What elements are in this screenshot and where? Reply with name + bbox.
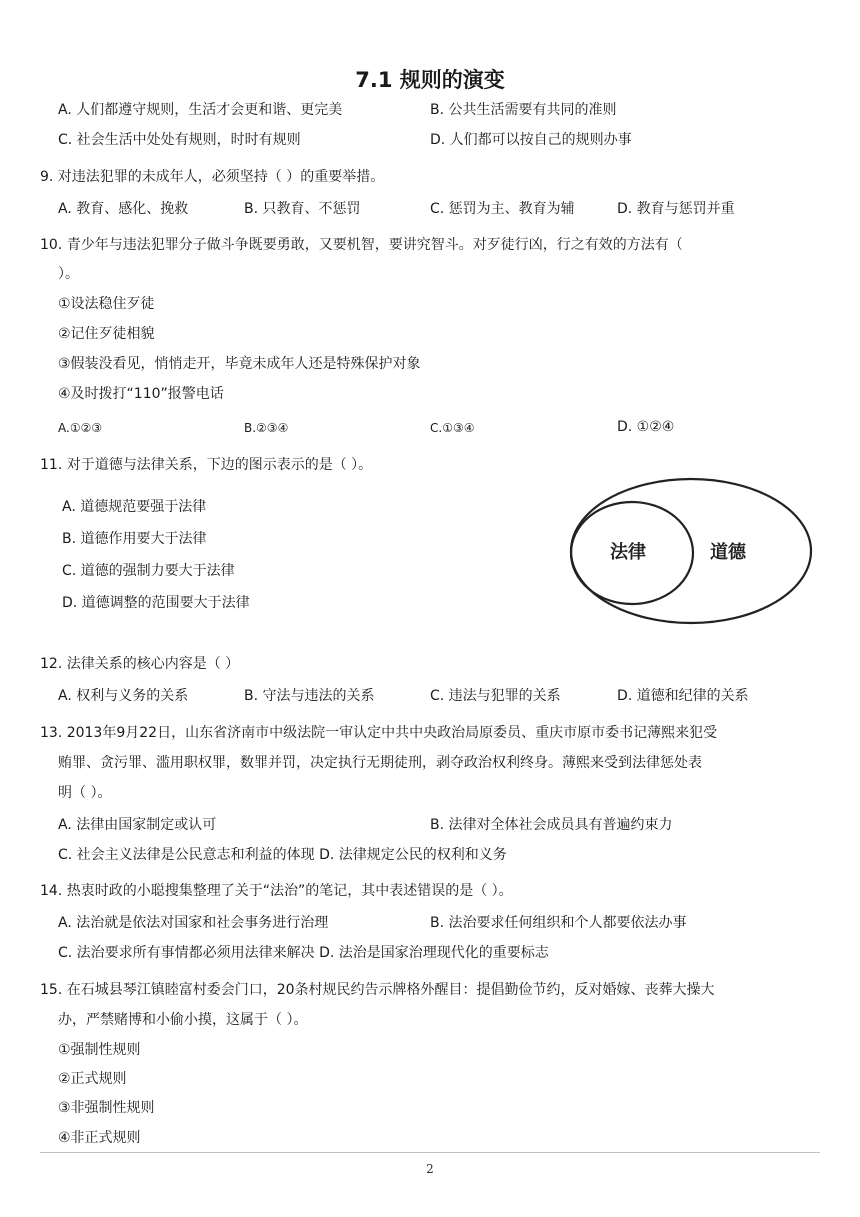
- q10-option-a: A.①②③: [58, 421, 103, 435]
- q12-stem: 12. 法律关系的核心内容是（ ）: [40, 656, 240, 672]
- q10-item-3: ③假装没看见，悄悄走开，毕竟未成年人还是特殊保护对象: [58, 356, 421, 372]
- q10-option-d: D. ①②④: [617, 419, 675, 435]
- q13-stem-line3: 明（ ）。: [58, 785, 112, 801]
- q14-stem: 14. 热衷时政的小聪搜集整理了关于“法治”的笔记，其中表述错误的是（ ）。: [40, 883, 513, 899]
- q13-option-cd: C. 社会主义法律是公民意志和利益的体现 D. 法律规定公民的权利和义务: [58, 847, 507, 863]
- q11-stem: 11. 对于道德与法律关系，下边的图示表示的是（ ）。: [40, 457, 373, 473]
- q15-item-3: ③非强制性规则: [58, 1100, 155, 1116]
- q9-option-a: A. 教育、感化、挽救: [58, 201, 189, 217]
- q13-stem-line2: 贿罪、贪污罪、滥用职权罪，数罪并罚，决定执行无期徒刑，剥夺政治权利终身。薄熙来受到法律惩处表: [58, 755, 702, 771]
- q13-option-a: A. 法律由国家制定或认可: [58, 817, 217, 833]
- page-number: 2: [426, 1162, 434, 1176]
- q10-stem-line1: 10. 青少年与违法犯罪分子做斗争既要勇敢，又要机智，要讲究智斗。对歹徒行凶，行之有效的方法有（: [40, 237, 683, 253]
- q10-item-4: ④及时拨打“110”报警电话: [58, 386, 224, 402]
- footer-divider: [40, 1152, 820, 1153]
- q13-option-b: B. 法律对全体社会成员具有普遍约束力: [430, 817, 673, 833]
- q14-option-cd: C. 法治要求所有事情都必须用法律来解决 D. 法治是国家治理现代化的重要标志: [58, 945, 549, 961]
- q9-option-d: D. 教育与惩罚并重: [617, 201, 735, 217]
- q11-option-c: C. 道德的强制力要大于法律: [62, 563, 235, 579]
- q9-stem: 9. 对违法犯罪的未成年人，必须坚持（ ）的重要举措。: [40, 169, 385, 185]
- q9-option-b: B. 只教育、不惩罚: [244, 201, 361, 217]
- morality-circle: [571, 479, 811, 623]
- q10-option-b: B.②③④: [244, 421, 289, 435]
- q14-option-b: B. 法治要求任何组织和个人都要依法办事: [430, 915, 687, 931]
- q15-item-4: ④非正式规则: [58, 1130, 141, 1146]
- q13-stem-line1: 13. 2013年9月22日，山东省济南市中级法院一审认定中共中央政治局原委员、重庆市原市委书记薄熙来犯受: [40, 725, 718, 741]
- q8-option-a: A. 人们都遵守规则，生活才会更和谐、更完美: [58, 102, 343, 118]
- q8-option-c: C. 社会生活中处处有规则，时时有规则: [58, 132, 301, 148]
- q12-option-c: C. 违法与犯罪的关系: [430, 688, 561, 704]
- q15-stem-line1: 15. 在石城县琴江镇睦富村委会门口，20条村规民约告示牌格外醒目：提倡勤俭节约，反对婚嫁、丧葬大操大: [40, 982, 715, 998]
- q10-option-c: C.①③④: [430, 421, 475, 435]
- q15-item-1: ①强制性规则: [58, 1042, 141, 1058]
- q9-option-c: C. 惩罚为主、教育为辅: [430, 201, 575, 217]
- q11-option-d: D. 道德调整的范围要大于法律: [62, 595, 250, 611]
- q8-option-b: B. 公共生活需要有共同的准则: [430, 102, 617, 118]
- q12-option-a: A. 权利与义务的关系: [58, 688, 189, 704]
- law-morality-venn-diagram: [566, 475, 816, 627]
- morality-label: 道德: [710, 542, 746, 563]
- law-label: 法律: [610, 542, 646, 563]
- q15-item-2: ②正式规则: [58, 1071, 127, 1087]
- q14-option-a: A. 法治就是依法对国家和社会事务进行治理: [58, 915, 329, 931]
- page-title: 7.1 规则的演变: [355, 68, 505, 92]
- q12-option-d: D. 道德和纪律的关系: [617, 688, 749, 704]
- q10-item-2: ②记住歹徒相貌: [58, 326, 155, 342]
- q8-option-d: D. 人们都可以按自己的规则办事: [430, 132, 632, 148]
- q10-item-1: ①设法稳住歹徒: [58, 296, 155, 312]
- q10-stem-line2: ）。: [58, 266, 79, 282]
- q12-option-b: B. 守法与违法的关系: [244, 688, 375, 704]
- q15-stem-line2: 办，严禁赌博和小偷小摸，这属于（ ）。: [58, 1012, 308, 1028]
- q11-option-b: B. 道德作用要大于法律: [62, 531, 207, 547]
- q11-option-a: A. 道德规范要强于法律: [62, 499, 207, 515]
